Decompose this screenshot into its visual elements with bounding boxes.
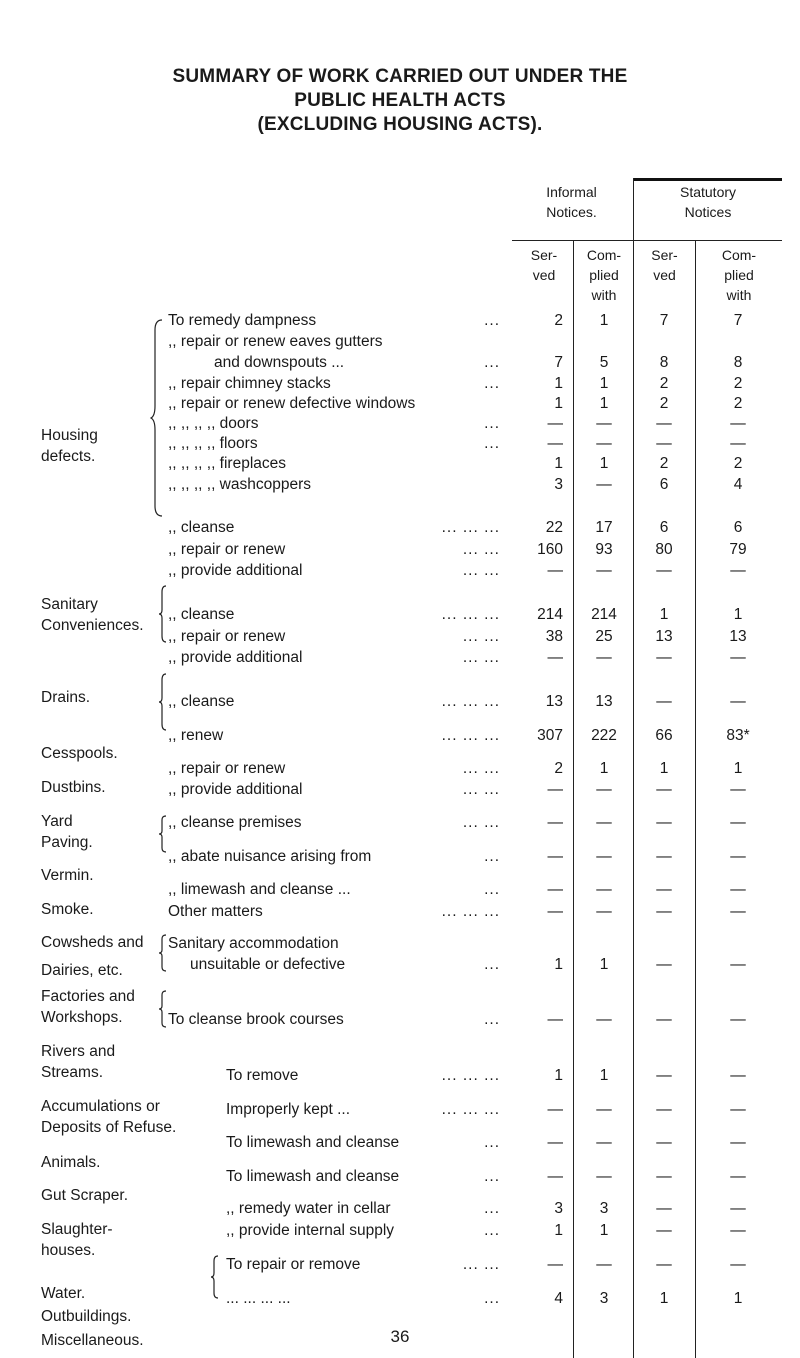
row-description: ,, cleanse <box>168 519 235 536</box>
cell-statutory-complied: 7 <box>733 312 743 329</box>
row-leader-dots: ... <box>484 956 500 973</box>
category-smoke: Smoke. <box>41 901 94 918</box>
row-description: ,, cleanse <box>168 693 235 710</box>
row-leader-dots: ... ... ... <box>441 519 500 536</box>
cell-statutory-complied: — <box>730 956 746 973</box>
cell-statutory-complied: — <box>730 415 746 432</box>
row-description: ,, repair or renew <box>168 760 286 777</box>
row-leader-dots: ... ... <box>462 760 500 777</box>
cell-informal-served: — <box>547 649 563 666</box>
category-dustbins: Dustbins. <box>41 779 106 796</box>
row-leader-dots: ... ... ... <box>441 606 500 623</box>
cell-statutory-complied: — <box>730 1222 746 1239</box>
row-description: ,, renew <box>168 727 224 744</box>
cell-informal-served: 214 <box>537 606 563 623</box>
row-leader-dots: ... <box>484 1134 500 1151</box>
cell-statutory-served: — <box>656 562 672 579</box>
cell-statutory-complied: 1 <box>733 606 743 623</box>
cell-informal-complied: — <box>596 881 612 898</box>
cell-statutory-complied: — <box>730 1256 746 1273</box>
cell-informal-served: 1 <box>554 1222 563 1239</box>
cell-informal-served: 1 <box>554 455 563 472</box>
cell-informal-served: 1 <box>554 375 563 392</box>
cell-statutory-complied: 79 <box>729 541 747 558</box>
column-divider-statutory <box>695 240 696 1358</box>
category-gut-scraper: Gut Scraper. <box>41 1187 129 1204</box>
row-leader-dots: ... <box>484 848 500 865</box>
cell-informal-served: 3 <box>554 476 563 493</box>
row-leader-dots: ... ... <box>462 781 500 798</box>
cell-statutory-served: 2 <box>659 375 669 392</box>
cell-informal-served: — <box>547 435 563 452</box>
row-description: ,, ,, ,, ,, washcoppers <box>168 476 312 493</box>
cell-informal-served: 1 <box>554 395 563 412</box>
header-informal: Informal Notices. <box>546 184 597 220</box>
cell-statutory-complied: — <box>730 881 746 898</box>
cell-informal-complied: 214 <box>591 606 617 623</box>
cell-informal-served: — <box>547 781 563 798</box>
row-leader-dots: ... ... ... <box>441 693 500 710</box>
cell-informal-served: — <box>547 1101 563 1118</box>
cell-statutory-complied: — <box>730 1101 746 1118</box>
cell-informal-complied: 1 <box>599 375 609 392</box>
cell-informal-served: 307 <box>537 727 563 744</box>
cell-statutory-served: 2 <box>659 395 669 412</box>
cell-statutory-complied: — <box>730 848 746 865</box>
cell-informal-complied: — <box>596 435 612 452</box>
cell-statutory-served: — <box>656 1168 672 1185</box>
header-statutory-complied: Com- plied with <box>721 247 757 303</box>
row-description: To cleanse brook courses <box>168 1011 344 1028</box>
yard-brace <box>158 814 168 854</box>
cell-informal-served: 2 <box>554 760 563 777</box>
cell-statutory-served: — <box>656 1011 672 1028</box>
cell-statutory-served: — <box>656 1222 672 1239</box>
cell-statutory-complied: — <box>730 693 746 710</box>
cell-statutory-served: 6 <box>659 476 669 493</box>
cell-statutory-served: — <box>656 1200 672 1217</box>
cell-informal-served: 2 <box>554 312 563 329</box>
category-drains: Drains. <box>41 689 91 706</box>
cell-statutory-served: — <box>656 693 672 710</box>
cell-statutory-served: — <box>656 415 672 432</box>
row-leader-dots: ... ... ... <box>441 903 500 920</box>
cell-informal-served: — <box>547 903 563 920</box>
page-number: 36 <box>390 1327 410 1346</box>
row-description: ,, provide additional <box>168 781 303 798</box>
cell-informal-complied: — <box>596 1011 612 1028</box>
row-description: unsuitable or defective <box>190 956 346 973</box>
header-statutory: Statutory Notices <box>679 184 737 220</box>
factories-brace <box>158 989 168 1029</box>
category-vermin: Vermin. <box>41 867 94 884</box>
cell-informal-complied: 1 <box>599 1067 609 1084</box>
cell-informal-served: 22 <box>545 519 563 536</box>
cell-informal-served: — <box>547 1168 563 1185</box>
cell-informal-served: 4 <box>554 1290 563 1307</box>
cell-informal-complied: 1 <box>599 395 609 412</box>
row-description: ,, provide internal supply <box>226 1222 395 1239</box>
row-description: ... ... ... ... <box>226 1290 291 1307</box>
category-sanitary: Sanitary Conveniences. <box>41 596 144 634</box>
cell-statutory-served: — <box>656 1101 672 1118</box>
cell-statutory-served: 13 <box>655 628 673 645</box>
cowsheds-brace <box>158 933 168 973</box>
cell-statutory-complied: — <box>730 781 746 798</box>
row-leader-dots: ... <box>484 435 500 452</box>
row-description: To remove <box>226 1067 299 1084</box>
row-description: ,, cleanse <box>168 606 235 623</box>
row-description: ,, remedy water in cellar <box>226 1200 391 1217</box>
cell-informal-served: — <box>547 1256 563 1273</box>
cell-statutory-served: — <box>656 814 672 831</box>
cell-statutory-served: — <box>656 781 672 798</box>
row-description: ,, ,, ,, ,, doors <box>168 415 259 432</box>
category-animals: Animals. <box>41 1154 101 1171</box>
row-description: ,, limewash and cleanse ... <box>168 881 351 898</box>
row-leader-dots: ... <box>484 881 500 898</box>
row-description: ,, repair or renew <box>168 628 286 645</box>
cell-informal-served: — <box>547 814 563 831</box>
row-leader-dots: ... <box>484 1011 500 1028</box>
row-leader-dots: ... ... <box>462 814 500 831</box>
cell-statutory-served: 1 <box>659 606 669 623</box>
cell-informal-complied: — <box>596 476 612 493</box>
cell-statutory-complied: — <box>730 1200 746 1217</box>
cell-statutory-complied: — <box>730 814 746 831</box>
category-housing: Housing defects. <box>41 427 98 465</box>
cell-statutory-complied: — <box>730 1011 746 1028</box>
cell-statutory-complied: 1 <box>733 1290 743 1307</box>
cell-statutory-complied: 2 <box>733 375 743 392</box>
cell-statutory-served: — <box>656 881 672 898</box>
row-description: ,, provide additional <box>168 649 303 666</box>
cell-informal-complied: — <box>596 562 612 579</box>
cell-informal-complied: — <box>596 1101 612 1118</box>
cell-informal-complied: — <box>596 649 612 666</box>
row-description: ,, repair or renew eaves gutters <box>168 333 383 350</box>
cell-informal-complied: 1 <box>599 1222 609 1239</box>
cell-informal-complied: 13 <box>595 693 613 710</box>
cell-statutory-served: — <box>656 903 672 920</box>
cell-informal-served: 3 <box>554 1200 563 1217</box>
row-description: ,, repair or renew defective windows <box>168 395 416 412</box>
header-informal-complied: Com- plied with <box>586 247 622 303</box>
cell-statutory-served: — <box>656 1067 672 1084</box>
cell-statutory-served: 1 <box>659 1290 669 1307</box>
cell-statutory-complied: — <box>730 1168 746 1185</box>
cell-informal-complied: 1 <box>599 956 609 973</box>
cell-statutory-complied: 1 <box>733 760 743 777</box>
cell-informal-served: 1 <box>554 956 563 973</box>
cell-informal-complied: — <box>596 1134 612 1151</box>
cell-statutory-complied: — <box>730 1067 746 1084</box>
cell-statutory-served: — <box>656 848 672 865</box>
row-description: To remedy dampness <box>168 312 317 329</box>
cell-statutory-complied: 83* <box>726 727 750 744</box>
cell-informal-complied: 1 <box>599 312 609 329</box>
cell-informal-complied: — <box>596 814 612 831</box>
cell-statutory-complied: — <box>730 1134 746 1151</box>
page-title-line-1: SUMMARY OF WORK CARRIED OUT UNDER THE <box>172 66 628 87</box>
row-description: ,, repair or renew <box>168 541 286 558</box>
row-leader-dots: ... <box>484 312 500 329</box>
row-description: To limewash and cleanse <box>226 1134 400 1151</box>
header-statutory-served: Ser- ved <box>651 247 678 283</box>
cell-informal-served: — <box>547 881 563 898</box>
category-cesspools: Cesspools. <box>41 745 118 762</box>
row-leader-dots: ... ... ... <box>441 1067 500 1084</box>
header-divider <box>512 240 782 241</box>
cell-statutory-complied: 8 <box>733 354 743 371</box>
cell-statutory-complied: — <box>730 435 746 452</box>
cell-informal-complied: 3 <box>599 1200 609 1217</box>
category-rivers: Rivers and Streams. <box>41 1043 116 1081</box>
row-leader-dots: ... ... <box>462 628 500 645</box>
row-leader-dots: ... ... <box>462 541 500 558</box>
cell-informal-served: 38 <box>545 628 563 645</box>
cell-informal-complied: 3 <box>599 1290 609 1307</box>
category-yard-paving: Yard Paving. <box>41 813 93 851</box>
cell-informal-complied: 25 <box>595 628 613 645</box>
row-leader-dots: ... <box>484 415 500 432</box>
cell-statutory-served: 1 <box>659 760 669 777</box>
cell-informal-served: — <box>547 562 563 579</box>
row-description: ,, cleanse premises <box>168 814 302 831</box>
category-factories: Factories and Workshops. <box>41 988 135 1026</box>
cell-informal-served: — <box>547 415 563 432</box>
cell-informal-complied: — <box>596 1256 612 1273</box>
cell-statutory-served: — <box>656 956 672 973</box>
statutory-top-rule <box>634 178 782 181</box>
cell-statutory-served: 80 <box>655 541 673 558</box>
category-accumulations: Accumulations or Deposits of Refuse. <box>41 1098 177 1136</box>
cell-informal-served: 13 <box>545 693 563 710</box>
row-leader-dots: ... <box>484 354 500 371</box>
row-leader-dots: ... <box>484 1200 500 1217</box>
cell-informal-complied: 1 <box>599 455 609 472</box>
cell-informal-served: — <box>547 848 563 865</box>
row-leader-dots: ... <box>484 1290 500 1307</box>
cell-informal-complied: — <box>596 903 612 920</box>
cell-statutory-served: — <box>656 1134 672 1151</box>
row-leader-dots: ... ... <box>462 562 500 579</box>
row-description: Sanitary accommodation <box>168 935 339 952</box>
cell-statutory-served: — <box>656 435 672 452</box>
category-water: Water. <box>41 1285 86 1302</box>
cell-statutory-served: — <box>656 1256 672 1273</box>
cell-informal-complied: 17 <box>595 519 613 536</box>
row-description: Improperly kept ... <box>226 1101 351 1118</box>
cell-informal-complied: — <box>596 415 612 432</box>
cell-statutory-served: 6 <box>659 519 669 536</box>
page-title-line-3: (EXCLUDING HOUSING ACTS). <box>257 114 543 135</box>
row-description: To limewash and cleanse <box>226 1168 400 1185</box>
cell-informal-complied: — <box>596 781 612 798</box>
row-leader-dots: ... ... ... <box>441 1101 500 1118</box>
sanitary-brace <box>158 584 168 644</box>
cell-informal-served: 160 <box>537 541 563 558</box>
cell-informal-complied: 1 <box>599 760 609 777</box>
cell-informal-complied: 222 <box>591 727 617 744</box>
cell-statutory-served: 2 <box>659 455 669 472</box>
row-leader-dots: ... ... ... <box>441 727 500 744</box>
cell-statutory-complied: — <box>730 649 746 666</box>
row-description: ,, ,, ,, ,, fireplaces <box>168 455 287 472</box>
header-informal-served: Ser- ved <box>530 247 558 283</box>
row-description: and downspouts ... <box>214 354 345 371</box>
water-brace <box>210 1254 220 1300</box>
row-leader-dots: ... ... <box>462 649 500 666</box>
cell-statutory-served: 8 <box>659 354 669 371</box>
row-description: ,, provide additional <box>168 562 303 579</box>
housing-brace <box>150 318 166 518</box>
cell-statutory-complied: — <box>730 562 746 579</box>
row-leader-dots: ... <box>484 1222 500 1239</box>
row-description: Other matters <box>168 903 263 920</box>
row-description: To repair or remove <box>226 1256 361 1273</box>
category-slaughterhouses: Slaughter- houses. <box>41 1221 113 1259</box>
cell-informal-complied: 5 <box>599 354 609 371</box>
cell-informal-served: 1 <box>554 1067 563 1084</box>
row-description: ,, abate nuisance arising from <box>168 848 372 865</box>
cell-statutory-complied: 2 <box>733 455 743 472</box>
cell-informal-served: 7 <box>554 354 563 371</box>
page-title-line-2: PUBLIC HEALTH ACTS <box>294 90 506 111</box>
cell-statutory-complied: 2 <box>733 395 743 412</box>
cell-statutory-complied: 4 <box>733 476 743 493</box>
cell-statutory-served: 66 <box>655 727 673 744</box>
cell-statutory-served: — <box>656 649 672 666</box>
cell-informal-complied: — <box>596 1168 612 1185</box>
row-description: ,, ,, ,, ,, floors <box>168 435 258 452</box>
cell-statutory-complied: 6 <box>733 519 743 536</box>
cell-informal-complied: — <box>596 848 612 865</box>
row-leader-dots: ... <box>484 375 500 392</box>
category-cowsheds-dairies: Cowsheds and Dairies, etc. <box>41 934 144 979</box>
row-leader-dots: ... ... <box>462 1256 500 1273</box>
cell-informal-served: — <box>547 1134 563 1151</box>
drains-brace <box>158 672 168 732</box>
cell-informal-served: — <box>547 1011 563 1028</box>
row-leader-dots: ... <box>484 1168 500 1185</box>
cell-informal-complied: 93 <box>595 541 613 558</box>
cell-statutory-complied: 13 <box>729 628 747 645</box>
category-miscellaneous: Miscellaneous. <box>41 1332 144 1349</box>
cell-statutory-served: 7 <box>659 312 669 329</box>
category-outbuildings: Outbuildings. <box>41 1308 132 1325</box>
cell-statutory-complied: — <box>730 903 746 920</box>
row-description: ,, repair chimney stacks <box>168 375 331 392</box>
